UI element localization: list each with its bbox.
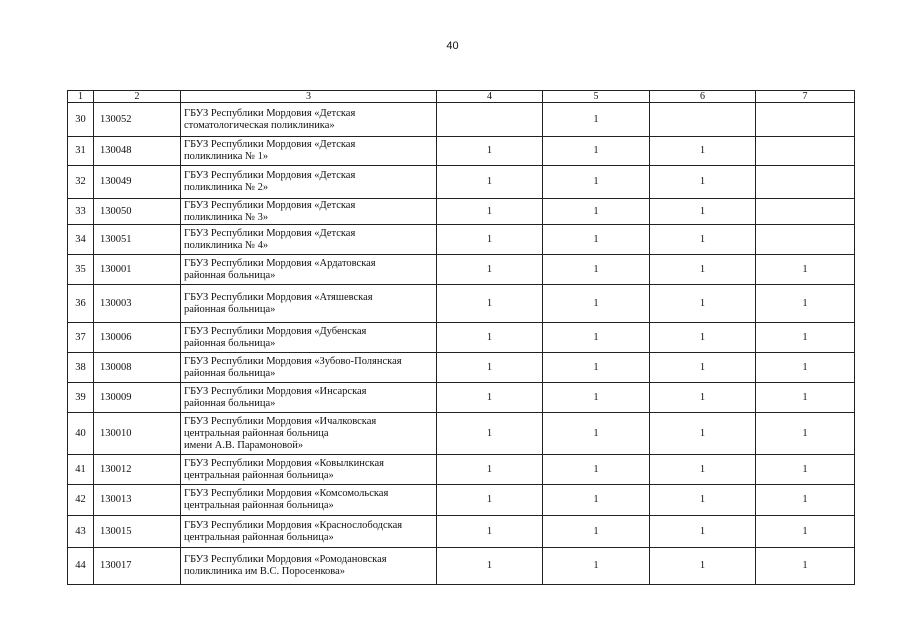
value-cell-col7: 1 [756,485,855,516]
value-cell-col7: 1 [756,516,855,548]
row-number-cell: 40 [68,413,94,455]
value-cell-col6: 1 [650,353,756,383]
value-cell-col5: 1 [543,353,650,383]
value-cell-col7 [756,166,855,199]
facility-name-line: поликлиника № 4» [184,239,269,251]
table-row [68,323,855,353]
value-cell-col4: 1 [437,199,543,225]
value-cell-col5: 1 [543,383,650,413]
value-cell-col7: 1 [756,455,855,485]
table-row [68,103,855,137]
facility-name-line: районная больница» [184,367,276,379]
row-number-cell: 39 [68,383,94,413]
facility-code-cell: 130017 [94,548,181,585]
table-row [68,516,855,548]
value-cell-col5: 1 [543,255,650,285]
facility-code-cell: 130009 [94,383,181,413]
value-cell-col4: 1 [437,383,543,413]
value-cell-col7: 1 [756,285,855,323]
table-row [68,455,855,485]
row-number-cell: 44 [68,548,94,585]
value-cell-col6: 1 [650,548,756,585]
table-row [68,548,855,585]
column-header-7: 7 [756,91,855,103]
value-cell-col6: 1 [650,455,756,485]
facility-name-line: ГБУЗ Республики Мордовия «Детская [184,227,356,239]
value-cell-col5: 1 [543,413,650,455]
facility-name-line: районная больница» [184,303,276,315]
table-row [68,485,855,516]
value-cell-col6: 1 [650,199,756,225]
row-number-cell: 32 [68,166,94,199]
facility-name-line: центральная районная больница» [184,500,334,511]
value-cell-col4: 1 [437,285,543,323]
facility-name-line: ГБУЗ Республики Мордовия «Атяшевская [184,291,373,303]
value-cell-col4: 1 [437,548,543,585]
value-cell-col7 [756,225,855,255]
value-cell-col4 [437,103,543,137]
facility-name-cell [181,285,437,323]
facility-name-cell [181,166,437,199]
value-cell-col5: 1 [543,548,650,585]
facility-name-cell [181,353,437,383]
facility-name-line: поликлиника № 3» [184,211,269,223]
facility-name-cell [181,137,437,166]
value-cell-col5: 1 [543,323,650,353]
row-number-cell: 38 [68,353,94,383]
header-row [68,91,855,103]
row-number-cell: 30 [68,103,94,137]
facility-name-cell [181,225,437,255]
facility-name-line: ГБУЗ Республики Мордовия «Комсомольская [184,488,389,499]
value-cell-col6: 1 [650,323,756,353]
facility-name-cell [181,255,437,285]
facility-code-cell: 130049 [94,166,181,199]
row-number-cell: 43 [68,516,94,548]
facility-code-cell: 130010 [94,413,181,455]
facility-name-line: центральная районная больница» [184,469,334,481]
value-cell-col4: 1 [437,455,543,485]
facility-name-line: ГБУЗ Республики Мордовия «Ковылкинская [184,457,384,469]
facility-name-line: ГБУЗ Республики Мордовия «Ичалковская [184,415,377,427]
row-number-cell: 35 [68,255,94,285]
facility-name-line: поликлиника им В.С. Поросенкова» [184,566,345,577]
value-cell-col4: 1 [437,516,543,548]
column-header-3: 3 [181,91,437,103]
value-cell-col7: 1 [756,255,855,285]
column-header-1: 1 [68,91,94,103]
value-cell-col5: 1 [543,225,650,255]
facility-name-line: ГБУЗ Республики Мордовия «Детская [184,107,356,119]
value-cell-col4: 1 [437,137,543,166]
value-cell-col6: 1 [650,485,756,516]
table-row [68,255,855,285]
facility-name-cell [181,199,437,225]
column-header-5: 5 [543,91,650,103]
facility-code-cell: 130052 [94,103,181,137]
facility-name-line: центральная районная больница [184,427,329,439]
page-number: 40 [446,40,459,52]
facility-code-cell: 130006 [94,323,181,353]
facility-code-cell: 130050 [94,199,181,225]
facilities-table [67,90,855,585]
column-header-6: 6 [650,91,756,103]
facility-name-line: ГБУЗ Республики Мордовия «Краснослободская [184,519,403,531]
facility-name-line: ГБУЗ Республики Мордовия «Инсарская [184,385,367,397]
table-row [68,353,855,383]
value-cell-col6: 1 [650,383,756,413]
row-number-cell: 36 [68,285,94,323]
row-number-cell: 31 [68,137,94,166]
facility-name-cell [181,103,437,137]
value-cell-col6: 1 [650,137,756,166]
facility-code-cell: 130008 [94,353,181,383]
value-cell-col5: 1 [543,516,650,548]
table-header [68,91,855,103]
row-number-cell: 33 [68,199,94,225]
value-cell-col5: 1 [543,166,650,199]
value-cell-col4: 1 [437,225,543,255]
value-cell-col7 [756,103,855,137]
column-header-2: 2 [94,91,181,103]
row-number-cell: 37 [68,323,94,353]
facility-name-line: поликлиника № 1» [184,151,269,162]
value-cell-col7: 1 [756,323,855,353]
value-cell-col6 [650,103,756,137]
table-row [68,413,855,455]
facility-name-line: ГБУЗ Республики Мордовия «Ардатовская [184,257,376,269]
facility-name-line: имени А.В. Парамоновой» [184,439,304,451]
value-cell-col4: 1 [437,166,543,199]
facility-name-line: ГБУЗ Республики Мордовия «Детская [184,170,356,181]
facility-name-line: ГБУЗ Республики Мордовия «Дубенская [184,325,367,337]
value-cell-col7: 1 [756,383,855,413]
column-header-4: 4 [437,91,543,103]
value-cell-col7: 1 [756,413,855,455]
table-row [68,285,855,323]
facility-name-cell [181,413,437,455]
value-cell-col7: 1 [756,548,855,585]
facility-code-cell: 130012 [94,455,181,485]
value-cell-col6: 1 [650,225,756,255]
value-cell-col6: 1 [650,516,756,548]
table-row [68,166,855,199]
facility-name-line: поликлиника № 2» [184,182,269,193]
value-cell-col6: 1 [650,413,756,455]
facility-name-line: районная больница» [184,397,276,409]
facility-name-line: ГБУЗ Республики Мордовия «Детская [184,199,356,211]
facility-name-line: районная больница» [184,269,276,281]
value-cell-col5: 1 [543,137,650,166]
facility-code-cell: 130048 [94,137,181,166]
table-row [68,137,855,166]
value-cell-col4: 1 [437,485,543,516]
facility-name-line: районная больница» [184,337,276,349]
facility-name-line: ГБУЗ Республики Мордовия «Зубово-Полянская [184,355,402,367]
value-cell-col5: 1 [543,103,650,137]
value-cell-col5: 1 [543,285,650,323]
facility-name-line: ГБУЗ Республики Мордовия «Ромодановская [184,554,387,565]
facility-name-cell [181,323,437,353]
facility-name-line: центральная районная больница» [184,531,334,543]
value-cell-col4: 1 [437,413,543,455]
table-row [68,199,855,225]
row-number-cell: 42 [68,485,94,516]
facility-code-cell: 130051 [94,225,181,255]
facility-name-cell [181,516,437,548]
value-cell-col7 [756,137,855,166]
value-cell-col7: 1 [756,353,855,383]
facility-name-line: стоматологическая поликлиника» [184,119,335,131]
value-cell-col4: 1 [437,323,543,353]
value-cell-col6: 1 [650,166,756,199]
value-cell-col5: 1 [543,455,650,485]
facility-code-cell: 130001 [94,255,181,285]
table-body [68,103,855,585]
value-cell-col4: 1 [437,353,543,383]
value-cell-col6: 1 [650,255,756,285]
facility-name-cell [181,548,437,585]
facility-name-cell [181,485,437,516]
facility-code-cell: 130015 [94,516,181,548]
value-cell-col5: 1 [543,199,650,225]
facilities-table-container [67,90,854,585]
value-cell-col5: 1 [543,485,650,516]
facility-name-cell [181,383,437,413]
value-cell-col6: 1 [650,285,756,323]
facility-code-cell: 130013 [94,485,181,516]
table-row [68,383,855,413]
value-cell-col4: 1 [437,255,543,285]
facility-name-cell [181,455,437,485]
row-number-cell: 34 [68,225,94,255]
facility-code-cell: 130003 [94,285,181,323]
row-number-cell: 41 [68,455,94,485]
value-cell-col7 [756,199,855,225]
facility-name-line: ГБУЗ Республики Мордовия «Детская [184,139,356,150]
table-row [68,225,855,255]
